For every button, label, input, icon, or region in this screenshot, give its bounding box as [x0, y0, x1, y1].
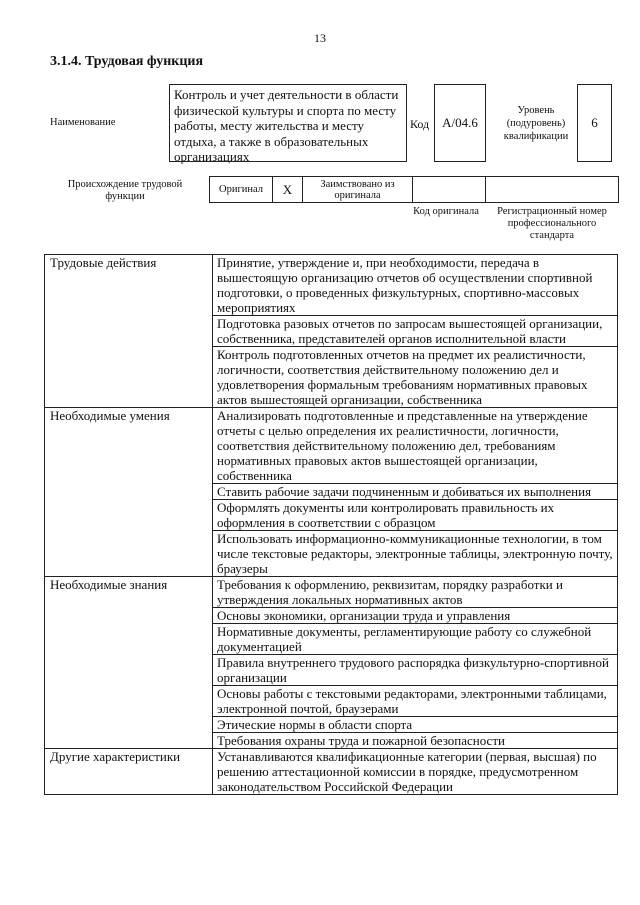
origin-label: Происхождение трудовой функции [67, 179, 183, 202]
code-value-box: A/04.6 [434, 84, 486, 162]
category-cell: Трудовые действия [45, 255, 213, 408]
name-label: Наименование [50, 117, 116, 128]
item-cell: Устанавливаются квалификационные категории (первая, высшая) по решению аттестационной комиссии в порядке, предусмотренном законодательством Российской Федерации [213, 749, 618, 795]
item-cell: Правила внутреннего трудового распорядка физкультурно-спортивной организации [213, 655, 618, 686]
code-label: Код [410, 117, 430, 131]
reg-number-label: Регистрационный номер профессионального стандарта [497, 206, 607, 241]
item-cell: Принятие, утверждение и, при необходимости, передача в вышестоящую организацию отчетов об осуществлении спортивной подготовки, о проведенных физкультурных, спортивно-массовых мероприятиях [213, 255, 618, 316]
item-cell: Основы работы с текстовыми редакторами, электронными таблицами, электронной почтой, браузерами [213, 686, 618, 717]
table-row [45, 577, 618, 608]
borrowed-label: Заимствовано из оригинала [302, 176, 412, 203]
page-number: 13 [314, 31, 326, 45]
original-mark: X [272, 176, 302, 203]
item-cell: Оформлять документы или контролировать правильность их оформления в соответствии с образцом [213, 500, 618, 531]
category-cell: Другие характеристики [45, 749, 213, 795]
item-cell: Использовать информационно-коммуникационные технологии, в том числе текстовые редакторы, электронные таблицы, электронную почту, браузеры [213, 531, 618, 577]
level-value-box: 6 [577, 84, 612, 162]
item-cell: Подготовка разовых отчетов по запросам вышестоящей организации, собственника, представителей органов исполнительной власти [213, 316, 618, 347]
table-row [45, 408, 618, 484]
level-label: Уровень (подуровень) квалификации [503, 105, 569, 142]
item-cell: Этические нормы в области спорта [213, 717, 618, 733]
item-cell: Анализировать подготовленные и представленные на утверждение отчеты с целью определения их реалистичности, логичности, соответствия действительному положению дел, требованиям нормативных правовых актов вышестоящей организации, собственника [213, 408, 618, 484]
item-cell: Нормативные документы, регламентирующие работу со служебной документацией [213, 624, 618, 655]
code-original-cell [412, 176, 485, 203]
section-title: 3.1.4. Трудовая функция [50, 54, 204, 69]
function-name-box: Контроль и учет деятельности в области физической культуры и спорта по месту работы, месту жительства и месту отдыха, а также в образовательных организациях [169, 84, 407, 162]
item-cell: Требования к оформлению, реквизитам, порядку разработки и утверждения локальных нормативных актов [213, 577, 618, 608]
original-label: Оригинал [209, 176, 272, 203]
origin-row [209, 176, 619, 203]
table-row [45, 255, 618, 316]
category-cell: Необходимые умения [45, 408, 213, 577]
item-cell: Требования охраны труда и пожарной безопасности [213, 733, 618, 749]
item-cell: Ставить рабочие задачи подчиненным и добиваться их выполнения [213, 484, 618, 500]
category-cell: Необходимые знания [45, 577, 213, 749]
function-details-table [44, 254, 618, 795]
reg-number-cell [485, 176, 619, 203]
item-cell: Контроль подготовленных отчетов на предмет их реалистичности, логичности, соответствия действительному положению дел и удовлетворения формальным требованиям нормативных правовых актов вышестоящей организации, собственника [213, 347, 618, 408]
item-cell: Основы экономики, организации труда и управления [213, 608, 618, 624]
code-original-label: Код оригинала [413, 206, 479, 217]
table-row [45, 749, 618, 795]
